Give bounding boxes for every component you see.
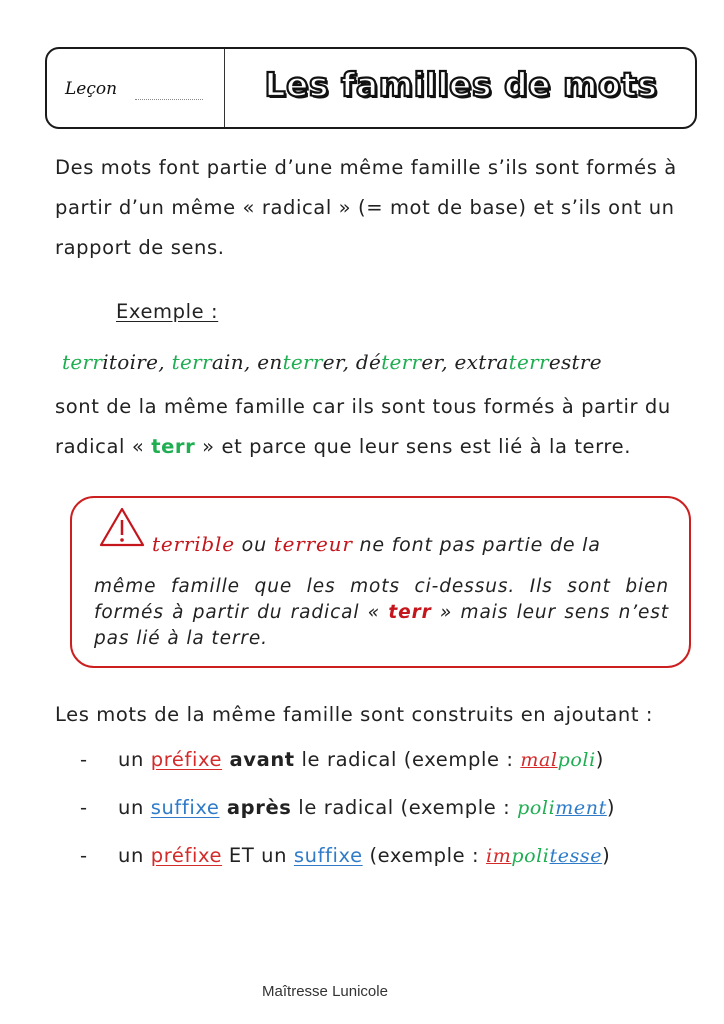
example-explanation: sont de la même famille car ils sont tous formés à partir du radical « terr » et parce que leur sens est lié à la terre. [55,395,671,458]
example-label: Exemple : [116,300,219,323]
example-word: terrain, [171,350,258,374]
lesson-header [45,47,697,129]
radical-highlight: terr [151,435,196,458]
radical-highlight: terr [388,602,432,623]
lesson-label: Leçon [65,79,118,99]
list-item: - un préfixe ET un suffixe (exemple : impolitesse) [80,844,611,867]
example-word: enterrer, [257,350,356,374]
warning-line-1: terrible ou terreur ne font pas partie de la [152,532,601,556]
example-words [62,350,602,374]
example-word: extraterrestre [454,350,602,374]
list-item: - un suffixe après le radical (exemple : poliment) [80,796,616,819]
construction-intro: Les mots de la même famille sont construits en ajoutant : [55,703,654,726]
list-item: - un préfixe avant le radical (exemple : malpoli) [80,748,604,771]
header-divider [224,49,225,127]
warning-triangle-icon [98,506,146,548]
footer-author: Maîtresse Lunicole [262,983,388,1000]
intro-paragraph: Des mots font partie d’une même famille s’ils sont formés à partir d’un même « radical » (= mot de base) et s’ils ont un rapport de sens. [55,156,677,259]
lesson-number-blank [135,99,203,100]
warning-box [70,496,691,668]
construction-list [80,740,710,884]
example-word: territoire, [62,350,172,374]
page-title: Les familles de mots [264,65,658,104]
warning-body: même famille que les mots ci-dessus. Ils sont bien formés à partir du radical « terr » mais leur sens n’est pas lié à la terre. [94,576,669,649]
example-word: déterrer, [355,350,455,374]
